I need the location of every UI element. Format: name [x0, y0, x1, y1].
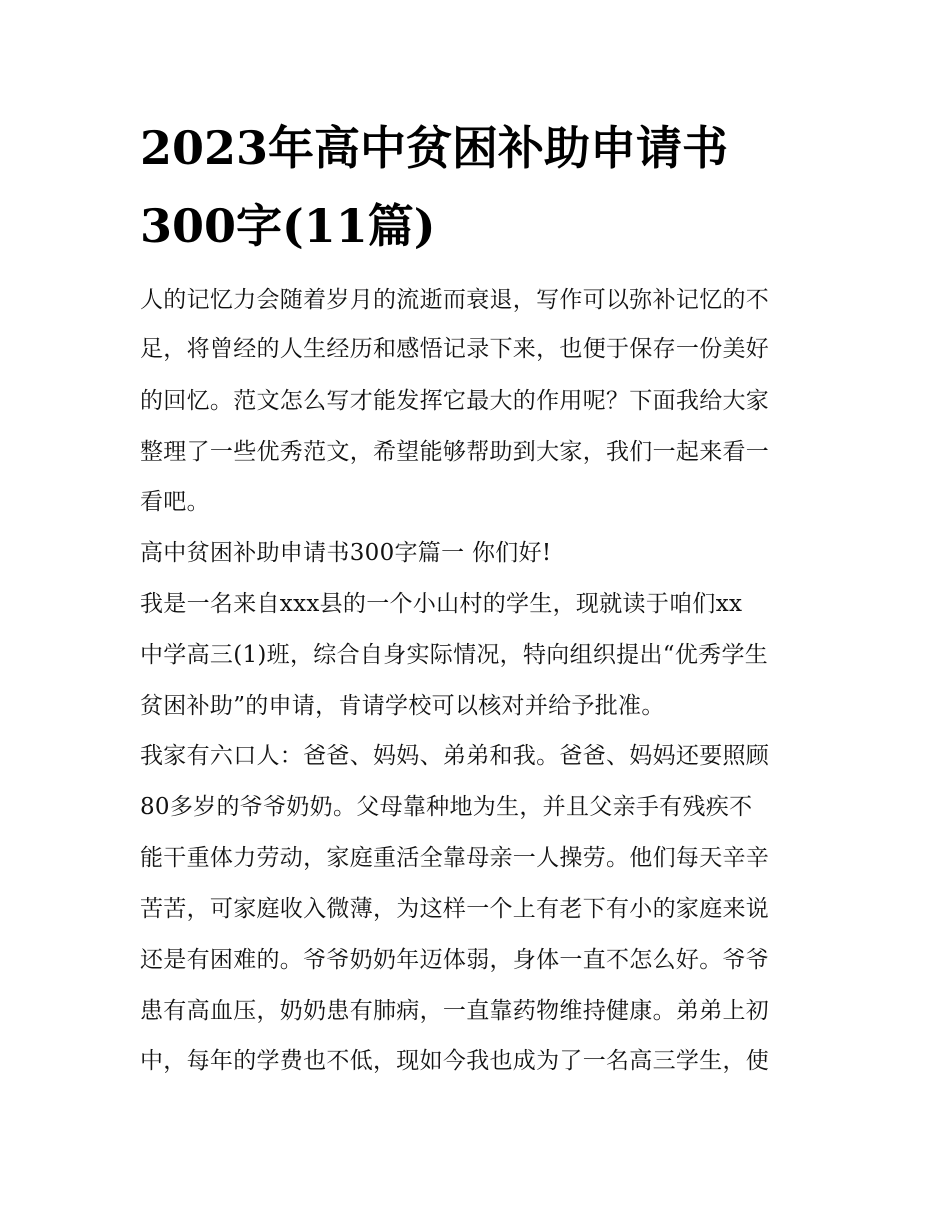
body-line-6: 高中贫困补助申请书300字篇一 你们好! [140, 540, 552, 566]
body-line-8: 中学高三(1)班，综合自身实际情况，特向组织提出“优秀学生 [140, 642, 769, 668]
body-line-14: 还是有困难的。爷爷奶奶年迈体弱，身体一直不怎么好。爷爷 [140, 947, 770, 973]
body-line-11: 80多岁的爷爷奶奶。父母靠种地为生，并且父亲手有残疾不 [140, 794, 753, 820]
body-line-9: 贫困补助”的申请，肯请学校可以核对并给予批准。 [140, 693, 665, 719]
body-line-4: 整理了一些优秀范文，希望能够帮助到大家，我们一起来看一 [140, 439, 770, 465]
body-line-1: 人的记忆力会随着岁月的流逝而衰退，写作可以弥补记忆的不 [140, 287, 770, 313]
body-line-12: 能干重体力劳动，家庭重活全靠母亲一人操劳。他们每天辛辛 [140, 845, 770, 871]
body-line-7: 我是一名来自xxx县的一个小山村的学生，现就读于咱们xx [140, 591, 743, 617]
body-line-10: 我家有六口人：爸爸、妈妈、弟弟和我。爸爸、妈妈还要照顾 [140, 743, 770, 769]
document-title-line-2: 300字(11篇) [140, 199, 436, 253]
body-line-2: 足，将曾经的人生经历和感悟记录下来，也便于保存一份美好 [140, 336, 770, 362]
body-line-16: 中，每年的学费也不低，现如今我也成为了一名高三学生，使 [140, 1048, 770, 1074]
body-line-3: 的回忆。范文怎么写才能发挥它最大的作用呢？下面我给大家 [140, 388, 770, 414]
body-line-13: 苦苦，可家庭收入微薄，为这样一个上有老下有小的家庭来说 [140, 896, 770, 922]
body-line-5: 看吧。 [140, 489, 210, 515]
body-line-15: 患有高血压，奶奶患有肺病，一直靠药物维持健康。弟弟上初 [140, 998, 770, 1024]
document-title-line-1: 2023年高中贫困补助申请书 [140, 121, 729, 175]
